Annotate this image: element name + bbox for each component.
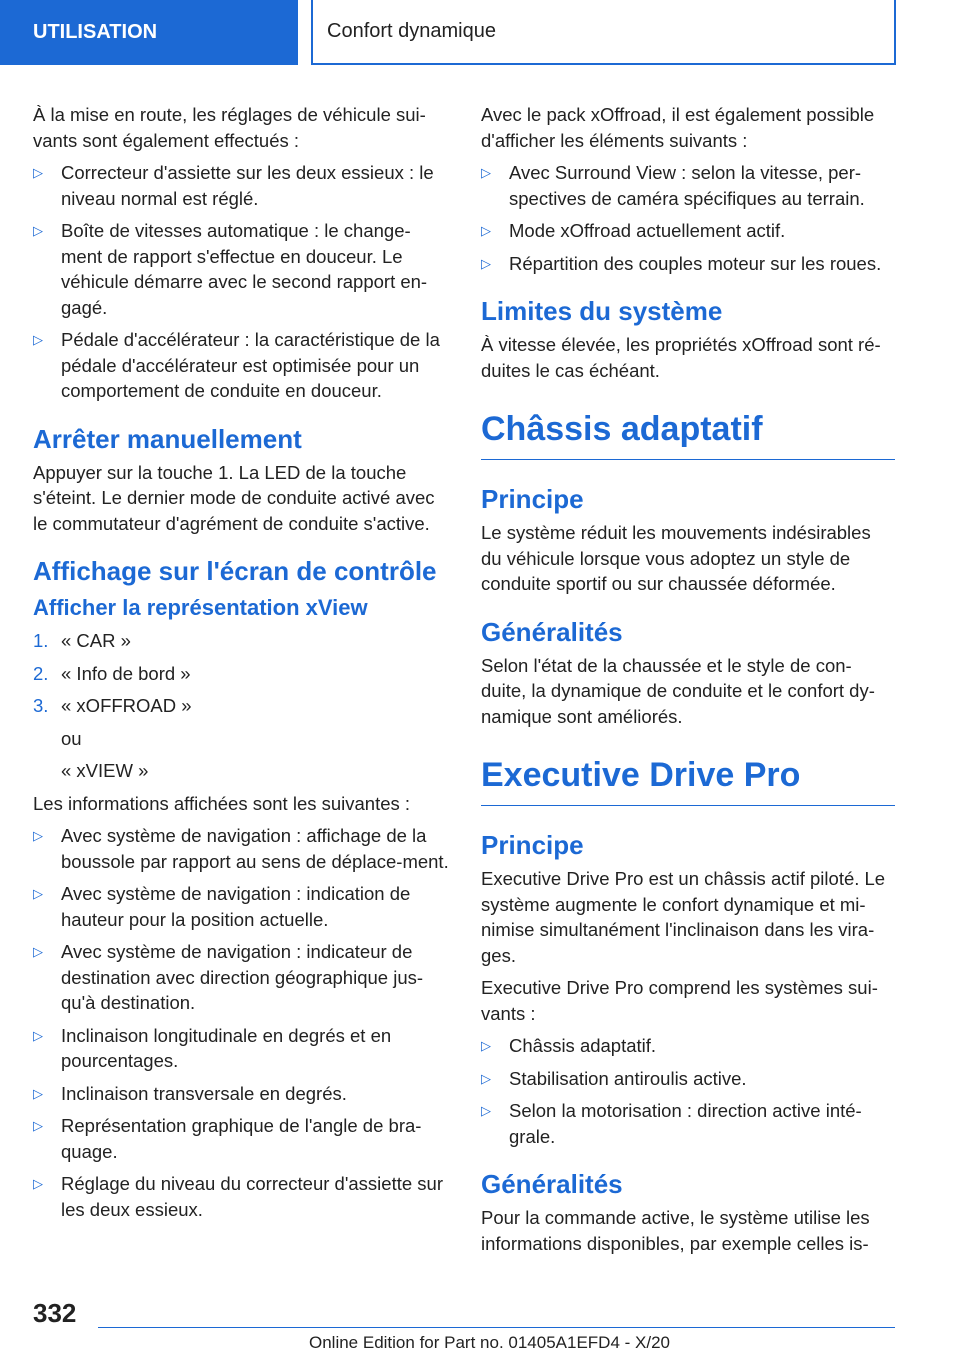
list-item: ▷ Pédale d'accélérateur : la caractéristique de la pédale d'accélérateur est optimisée pour un comportement de conduite en douceur. <box>33 329 440 401</box>
list-item: ▷ Représentation graphique de l'angle de bra-quage. <box>33 1115 422 1162</box>
chapter-heading-executive-drive-pro: Executive Drive Pro <box>481 755 895 806</box>
pack-intro: Avec le pack xOffroad, il est également possible d'afficher les éléments suivants : <box>481 104 875 151</box>
heading-general: Généralités <box>481 616 623 647</box>
page-number: 332 <box>33 1298 77 1328</box>
general-paragraph: Pour la commande active, le système utilise les informations disponibles, par exemple celles is- <box>481 1207 870 1254</box>
heading-principle: Principe <box>481 830 584 860</box>
list-item: ▷ Avec système de navigation : indicateur de destination avec direction géographique jus-qu'à destination. <box>33 941 424 1013</box>
list-item: ▷ Stabilisation antiroulis active. <box>481 1066 895 1092</box>
bullet-triangle-icon: ▷ <box>481 1038 491 1053</box>
step-or: ou <box>61 727 82 749</box>
list-item: ▷ Selon la motorisation : direction active inté-grale. <box>481 1100 862 1147</box>
bullet-triangle-icon: ▷ <box>33 944 43 959</box>
chapter-title: Confort dynamique <box>327 20 496 42</box>
step-item: 1. « CAR » <box>33 628 450 654</box>
intro-list <box>33 160 450 404</box>
principle-paragraph: Executive Drive Pro est un châssis actif piloté. Le système augmente le confort dynamique et mi-nimise simultanément l'inclinaison dans les vira-ges. <box>481 868 886 966</box>
bullet-triangle-icon: ▷ <box>481 223 491 238</box>
list-item: ▷ Boîte de vitesses automatique : le change-ment de rapport s'effectue en douceur. Le véhicule démarre avec le second rapport en-gagé. <box>33 220 428 318</box>
info-list <box>33 823 450 1222</box>
systems-list <box>481 1033 895 1149</box>
bullet-triangle-icon: ▷ <box>33 1027 43 1043</box>
general-paragraph: Selon l'état de la chaussée et le style de con-duite, la dynamique de conduite et le confort dy-namique sont améliorés. <box>481 654 875 727</box>
bullet-triangle-icon: ▷ <box>481 1103 491 1118</box>
bullet-triangle-icon: ▷ <box>33 223 43 238</box>
step-number: 1. <box>33 630 49 651</box>
section-title: UTILISATION <box>33 21 158 43</box>
step-number: 2. <box>33 662 49 684</box>
bullet-triangle-icon: ▷ <box>481 255 491 271</box>
heading-control-display: Affichage sur l'écran de contrôle <box>33 556 437 586</box>
principle-paragraph: Le système réduit les mouvements indésirables du véhicule lorsque vous adoptez un style de conduite sportif ou sur chaussée déformée. <box>481 522 871 594</box>
list-item: ▷ Inclinaison longitudinale en degrés et en pourcentages. <box>33 1024 392 1071</box>
list-item: ▷ Répartition des couples moteur sur les roues. <box>481 251 895 277</box>
heading-show-xview: Afficher la représentation xView <box>33 595 368 620</box>
stop-paragraph: Appuyer sur la touche 1. La LED de la touche s'éteint. Le dernier mode de conduite activé avec le commutateur d'agrément de conduite s'active. <box>33 461 435 534</box>
list-item: ▷ Correcteur d'assiette sur les deux essieux : le niveau normal est réglé. <box>33 162 434 209</box>
edition-footer: Online Edition for Part no. 01405A1EFD4 - X/20 <box>309 1333 670 1352</box>
list-item: ▷ Réglage du niveau du correcteur d'assiette sur les deux essieux. <box>33 1173 443 1220</box>
list-item: ▷ Châssis adaptatif. <box>481 1033 895 1059</box>
heading-stop-manually: Arrêter manuellement <box>33 423 302 454</box>
list-item: ▷ Avec système de navigation : affichage de la boussole par rapport au sens de déplace-ment. <box>33 825 449 872</box>
step-item: 3. « xOFFROAD » <box>33 693 450 719</box>
bullet-triangle-icon: ▷ <box>481 165 491 180</box>
footer-divider <box>98 1327 895 1328</box>
principle-paragraph: Executive Drive Pro comprend les systèmes sui-vants : <box>481 977 878 1024</box>
bullet-triangle-icon: ▷ <box>33 332 43 347</box>
info-intro: Les informations affichées sont les suivantes : <box>33 792 411 814</box>
pack-list <box>481 160 895 276</box>
section-tab <box>0 0 298 65</box>
bullet-triangle-icon: ▷ <box>481 1070 491 1086</box>
step-item: 2. « Info de bord » <box>33 661 450 687</box>
list-item: ▷ Inclinaison transversale en degrés. <box>33 1081 450 1107</box>
chapter-tab <box>311 0 896 65</box>
bullet-triangle-icon: ▷ <box>33 886 43 901</box>
chapter-heading-adaptive-chassis: Châssis adaptatif <box>481 409 895 460</box>
left-column <box>33 102 450 1229</box>
step-alternative: « xVIEW » <box>61 760 149 781</box>
heading-general: Généralités <box>481 1169 623 1199</box>
limits-paragraph: À vitesse élevée, les propriétés xOffroad sont ré-duites le cas échéant. <box>481 334 881 381</box>
step-number: 3. <box>33 695 49 716</box>
bullet-triangle-icon: ▷ <box>33 828 43 843</box>
heading-system-limits: Limites du système <box>481 296 723 326</box>
list-item: ▷ Avec système de navigation : indication de hauteur pour la position actuelle. <box>33 883 411 930</box>
bullet-triangle-icon: ▷ <box>33 1118 43 1133</box>
intro-paragraph: À la mise en route, les réglages de véhicule sui-vants sont également effectués : <box>33 104 426 151</box>
heading-principle: Principe <box>481 484 584 514</box>
bullet-triangle-icon: ▷ <box>33 1085 43 1101</box>
list-item: ▷ Mode xOffroad actuellement actif. <box>481 218 895 244</box>
right-column <box>481 102 895 1263</box>
bullet-triangle-icon: ▷ <box>33 1176 43 1191</box>
list-item: ▷ Avec Surround View : selon la vitesse, per-spectives de caméra spécifiques au terrain. <box>481 162 865 209</box>
steps-list <box>33 628 450 719</box>
bullet-triangle-icon: ▷ <box>33 165 43 180</box>
